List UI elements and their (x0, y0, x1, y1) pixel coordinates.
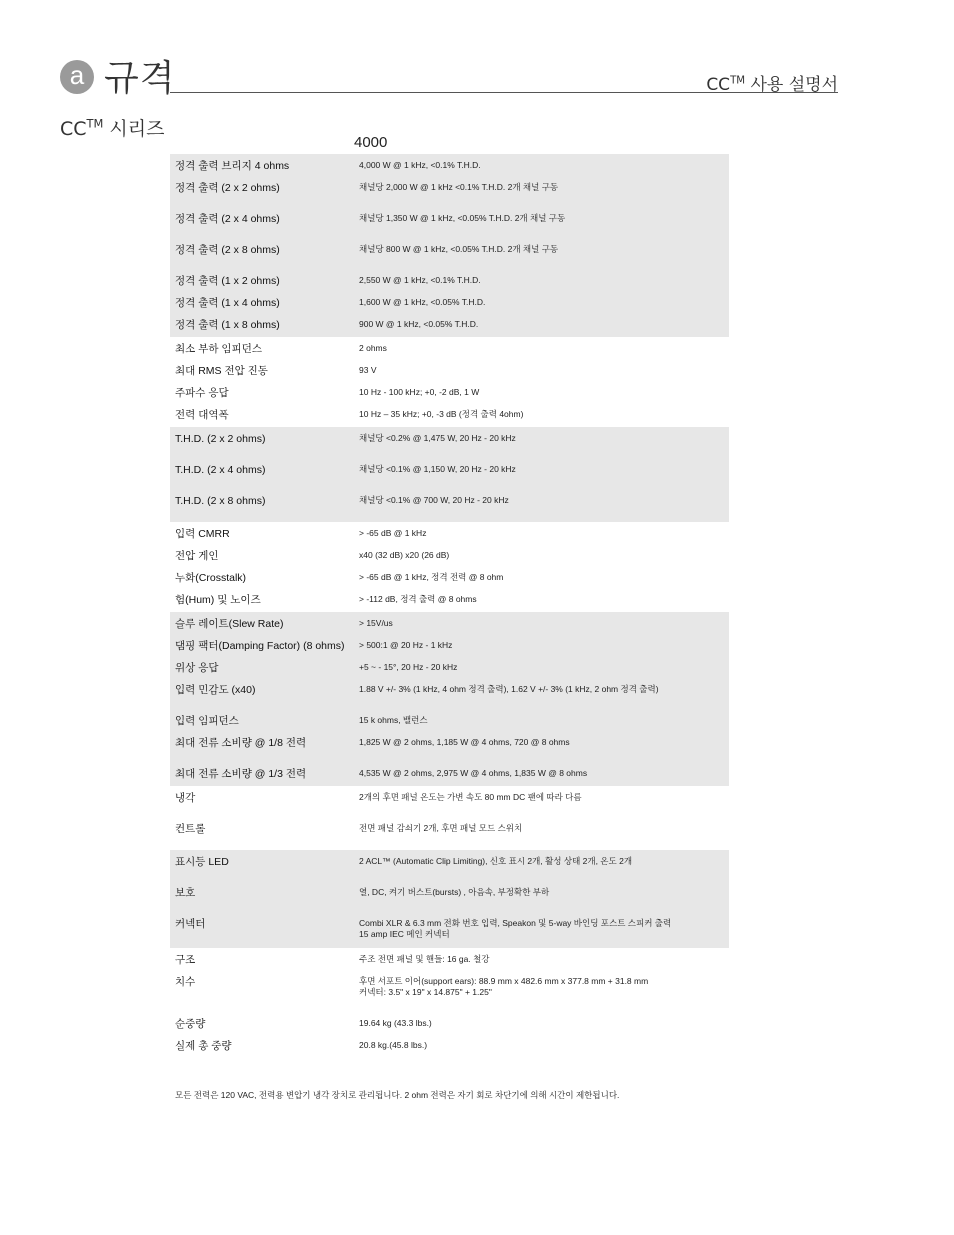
spec-label: 최대 전류 소비량 @ 1/3 전력 (175, 768, 307, 780)
spec-value: 채널당 1,350 W @ 1 kHz, <0.05% T.H.D. 2개 채널 구동 (359, 213, 566, 223)
spec-label: 정격 출력 (2 x 8 ohms) (175, 244, 280, 256)
spec-label: 입력 임피던스 (175, 715, 239, 727)
spec-value: 채널당 2,000 W @ 1 kHz <0.1% T.H.D. 2개 채널 구동 (359, 182, 559, 192)
spec-label: 표시등 LED (175, 856, 229, 868)
spec-value: 2개의 후면 패널 온도는 가변 속도 80 mm DC 팬에 따라 다름 (359, 792, 582, 802)
spec-value: > -65 dB @ 1 kHz (359, 528, 427, 538)
spec-row (170, 657, 729, 679)
spec-group (170, 154, 729, 337)
spec-group (170, 522, 729, 612)
spec-value: > -112 dB, 정격 출력 @ 8 ohms (359, 594, 477, 604)
spec-row (170, 913, 729, 947)
spec-label: 최대 전류 소비량 @ 1/8 전력 (175, 737, 307, 749)
spec-value: 4,000 W @ 1 kHz, <0.1% T.H.D. (359, 160, 481, 170)
spec-label: 누화(Crosstalk) (175, 572, 247, 584)
footnote: 모든 전력은 120 VAC, 전력용 변압기 냉각 장치로 관리됩니다. 2 ohm 전력은 자기 회로 차단기에 의해 시간이 제한됩니다. (175, 1090, 620, 1100)
spec-label: 최대 RMS 전압 진동 (175, 365, 268, 377)
model-column-header: 4000 (354, 134, 388, 151)
spec-value: x40 (32 dB) x20 (26 dB) (359, 550, 450, 560)
spec-value: Combi XLR & 6.3 mm 전화 번호 입력, Speakon 및 5-way 바인딩 포스트 스피커 출력 15 amp IEC 메인 커넥터 (359, 918, 672, 939)
spec-label: 정격 출력 (1 x 2 ohms) (175, 275, 280, 287)
spec-label: 컨트롤 (175, 823, 206, 835)
spec-group (170, 337, 729, 427)
spec-label: 치수 (175, 976, 196, 988)
spec-value: 4,535 W @ 2 ohms, 2,975 W @ 4 ohms, 1,835 W @ 8 ohms (359, 768, 588, 778)
spec-value: 93 V (359, 365, 377, 375)
spec-value: 열, DC, 켜기 버스트(bursts) , 아음속, 부정확한 부하 (359, 887, 550, 897)
spec-group (170, 786, 729, 850)
spec-label: 정격 출력 (2 x 4 ohms) (175, 213, 280, 225)
spec-label: 커넥터 (175, 918, 206, 930)
spec-label: 정격 출력 (2 x 2 ohms) (175, 182, 280, 194)
spec-value: 2 ohms (359, 343, 387, 353)
spec-value: 2,550 W @ 1 kHz, <0.1% T.H.D. (359, 275, 481, 285)
spec-group (170, 427, 729, 522)
series-title-base: CC (60, 118, 87, 140)
spec-label: 입력 민감도 (x40) (175, 684, 256, 696)
spec-value: 1.88 V +/- 3% (1 kHz, 4 ohm 정격 출력), 1.62 V +/- 3% (1 kHz, 2 ohm 정격 출력) (359, 684, 659, 694)
spec-row (170, 567, 729, 589)
spec-value: > -65 dB @ 1 kHz, 정격 전력 @ 8 ohm (359, 572, 504, 582)
spec-label: 슬루 레이트(Slew Rate) (175, 618, 284, 630)
spec-label: 순중량 (175, 1018, 206, 1030)
spec-label: 실제 총 중량 (175, 1040, 232, 1052)
spec-row (170, 428, 729, 459)
spec-label: 냉각 (175, 792, 196, 804)
spec-label: 위상 응답 (175, 662, 219, 674)
spec-row (170, 1035, 729, 1057)
spec-value: 후면 서포트 이어(support ears): 88.9 mm x 482.6 mm x 377.8 mm + 31.8 mm 커넥터: 3.5" x 19" x 14.875" + 1.25" (359, 976, 649, 997)
spec-row (170, 177, 729, 208)
spec-group (170, 948, 729, 1058)
spec-value: 19.64 kg (43.3 lbs.) (359, 1018, 432, 1028)
spec-row (170, 338, 729, 360)
spec-row (170, 545, 729, 567)
spec-row (170, 589, 729, 611)
manual-title-trademark: TM (730, 75, 746, 87)
spec-label: 구조 (175, 954, 196, 966)
spec-label: 입력 CMRR (175, 528, 230, 540)
series-title-trademark: TM (86, 116, 104, 131)
spec-label: T.H.D. (2 x 2 ohms) (175, 433, 266, 445)
spec-value: 15 k ohms, 밸런스 (359, 715, 428, 725)
spec-row (170, 292, 729, 314)
spec-value: 20.8 kg.(45.8 lbs.) (359, 1040, 428, 1050)
series-title-rest: 시리즈 (103, 118, 165, 140)
spec-label: T.H.D. (2 x 8 ohms) (175, 495, 266, 507)
spec-row (170, 490, 729, 521)
spec-value: 1,600 W @ 1 kHz, <0.05% T.H.D. (359, 297, 486, 307)
spec-value: 900 W @ 1 kHz, <0.05% T.H.D. (359, 319, 479, 329)
spec-row (170, 155, 729, 177)
spec-value: 주조 전면 패널 및 핸들: 16 ga. 철강 (359, 954, 490, 964)
manual-title-base: CC (706, 75, 731, 95)
spec-label: 정격 출력 (1 x 8 ohms) (175, 319, 280, 331)
spec-row (170, 360, 729, 382)
spec-row (170, 949, 729, 971)
series-title (60, 114, 164, 141)
spec-value: 1,825 W @ 2 ohms, 1,185 W @ 4 ohms, 720 @ 8 ohms (359, 737, 570, 747)
spec-value: > 15V/us (359, 618, 393, 628)
spec-value: 채널당 <0.1% @ 1,150 W, 20 Hz - 20 kHz (359, 464, 516, 474)
spec-row (170, 763, 729, 785)
spec-row (170, 787, 729, 818)
spec-row (170, 971, 729, 1013)
spec-value: 10 Hz - 100 kHz; +0, -2 dB, 1 W (359, 387, 480, 397)
spec-value: 2 ACL™ (Automatic Clip Limiting), 신호 표시 2개, 활성 상태 2개, 온도 2개 (359, 856, 633, 866)
spec-label: 전력 대역폭 (175, 409, 229, 421)
section-badge: a (60, 60, 94, 94)
spec-value: 채널당 <0.2% @ 1,475 W, 20 Hz - 20 kHz (359, 433, 516, 443)
spec-label: 전압 게인 (175, 550, 219, 562)
spec-value: 전면 패널 감쇠기 2개, 후면 패널 모드 스위치 (359, 823, 523, 833)
spec-row (170, 382, 729, 404)
spec-label: 정격 출력 (1 x 4 ohms) (175, 297, 280, 309)
spec-label: 최소 부하 임피던스 (175, 343, 262, 355)
spec-table (170, 154, 729, 1058)
spec-row (170, 635, 729, 657)
spec-value: 채널당 800 W @ 1 kHz, <0.05% T.H.D. 2개 채널 구동 (359, 244, 559, 254)
spec-row (170, 851, 729, 882)
spec-row (170, 679, 729, 710)
spec-row (170, 710, 729, 732)
spec-row (170, 404, 729, 426)
spec-row (170, 459, 729, 490)
spec-group (170, 850, 729, 948)
spec-label: T.H.D. (2 x 4 ohms) (175, 464, 266, 476)
spec-row (170, 732, 729, 763)
spec-row (170, 613, 729, 635)
spec-label: 정격 출력 브리지 4 ohms (175, 160, 290, 172)
spec-label: 댐핑 팩터(Damping Factor) (8 ohms) (175, 640, 345, 652)
spec-row (170, 239, 729, 270)
spec-value: > 500:1 @ 20 Hz - 1 kHz (359, 640, 453, 650)
spec-value: +5 ~ - 15°, 20 Hz - 20 kHz (359, 662, 458, 672)
spec-label: 험(Hum) 및 노이즈 (175, 594, 261, 606)
spec-label: 보호 (175, 887, 196, 899)
spec-value: 채널당 <0.1% @ 700 W, 20 Hz - 20 kHz (359, 495, 509, 505)
spec-row (170, 882, 729, 913)
manual-title-rest: 사용 설명서 (745, 75, 838, 95)
header-divider (170, 92, 838, 93)
spec-label: 주파수 응답 (175, 387, 229, 399)
spec-row (170, 1013, 729, 1035)
chapter-title: 규격 (104, 58, 176, 99)
spec-row (170, 270, 729, 292)
spec-row (170, 818, 729, 849)
spec-row (170, 208, 729, 239)
spec-row (170, 314, 729, 336)
spec-value: 10 Hz – 35 kHz; +0, -3 dB (정격 출력 4ohm) (359, 409, 524, 419)
page-header (60, 48, 838, 99)
spec-group (170, 612, 729, 786)
spec-row (170, 523, 729, 545)
